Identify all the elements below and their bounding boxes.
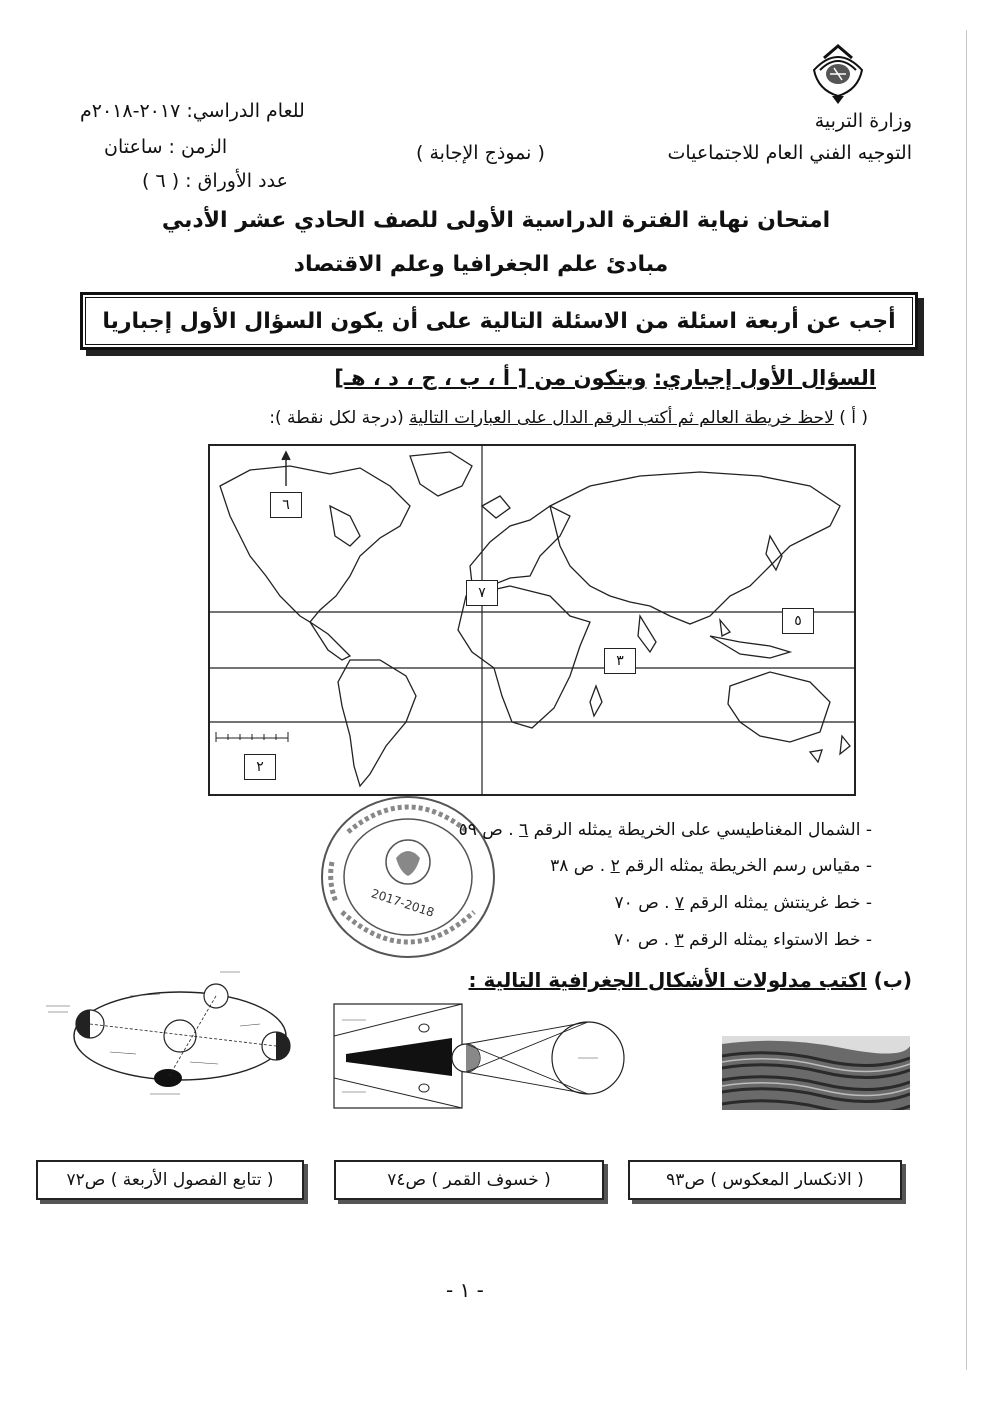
part-a-instruction bbox=[269, 408, 868, 428]
part-a-note: (درجة لكل نقطة ): bbox=[269, 408, 404, 428]
answer-3-number: ٧ bbox=[674, 893, 685, 913]
seasons-figure bbox=[40, 966, 302, 1106]
emblem-icon bbox=[806, 40, 870, 106]
answer-2-text: - مقياس رسم الخريطة يمثله الرقم bbox=[619, 856, 872, 876]
answer-4-text: - خط الاستواء يمثله الرقم bbox=[683, 930, 872, 950]
department-name: التوجيه الفني العام للاجتماعيات bbox=[667, 142, 912, 164]
exam-duration: الزمن : ساعتان bbox=[104, 136, 228, 158]
academic-year: للعام الدراسي: ٢٠١٧-٢٠١٨م bbox=[80, 100, 305, 122]
part-b-label: (ب) bbox=[873, 968, 912, 992]
page-number: - ١ - bbox=[446, 1278, 484, 1302]
figure-answer-left: ( تتابع الفصول الأربعة ) ص٧٢ bbox=[36, 1160, 304, 1200]
answer-line-1 bbox=[459, 820, 872, 840]
map-label-5: ٥ bbox=[782, 608, 814, 634]
part-a-label: ( أ ) bbox=[839, 408, 868, 428]
earth-orbit-seasons-icon bbox=[40, 966, 302, 1106]
eclipse-figure bbox=[332, 1000, 632, 1112]
lunar-eclipse-icon bbox=[332, 1000, 632, 1112]
map-label-2: ٢ bbox=[244, 754, 276, 780]
figure-answer-middle: ( خسوف القمر ) ص٧٤ bbox=[334, 1160, 604, 1200]
part-b-heading bbox=[469, 968, 912, 992]
stamp-seal-icon bbox=[318, 792, 498, 962]
map-label-7: ٧ bbox=[466, 580, 498, 606]
exam-subject: مبادئ علم الجغرافيا وعلم الاقتصاد bbox=[293, 252, 669, 277]
answer-3-ref: . ص ٧٠ bbox=[614, 893, 675, 913]
ministry-name: وزارة التربية bbox=[814, 110, 912, 132]
answer-1-ref: . ص ٥٩ bbox=[458, 820, 520, 840]
answer-1-number: ٦ bbox=[519, 820, 529, 840]
part-b-text: اكتب مدلولات الأشكال الجغرافية التالية : bbox=[468, 968, 867, 992]
map-label-6: ٦ bbox=[270, 492, 302, 518]
question1-heading bbox=[334, 366, 876, 390]
north-arrow-icon bbox=[282, 452, 290, 486]
question1-parts: ويتكون من [ أ ، ب ، ج ، د ، هـ] bbox=[334, 366, 647, 390]
exam-title: امتحان نهاية الفترة الدراسية الأولى للصف الحادي عشر الأدبي bbox=[161, 208, 831, 233]
answer-3-text: - خط غرينتش يمثله الرقم bbox=[684, 893, 872, 913]
instruction-text: أجب عن أربعة اسئلة من الاسئلة التالية على أن يكون السؤال الأول إجباريا bbox=[102, 308, 896, 334]
map-label-3: ٣ bbox=[604, 648, 636, 674]
figure-answer-right: ( الانكسار المعكوس ) ص٩٣ bbox=[628, 1160, 902, 1200]
answer-4-number: ٣ bbox=[674, 930, 684, 950]
answer-4-ref: . ص ٧٠ bbox=[614, 930, 675, 950]
world-map-drawing bbox=[210, 446, 854, 794]
scale-bar-icon bbox=[216, 732, 288, 742]
stamp-years: 2017-2018 bbox=[369, 886, 436, 920]
answer-2-ref: . ص ٣٨ bbox=[550, 856, 611, 876]
answer-model-label: ( نموذج الإجابة ) bbox=[416, 142, 545, 164]
answer-line-4 bbox=[614, 930, 872, 950]
world-map bbox=[208, 444, 856, 796]
reverse-fault-figure bbox=[722, 1036, 910, 1110]
part-a-text: لاحظ خريطة العالم ثم أكتب الرقم الدال على العبارات التالية bbox=[409, 408, 834, 428]
answer-line-2 bbox=[550, 856, 872, 876]
rock-layers-photo-icon bbox=[722, 1036, 910, 1110]
state-emblem bbox=[806, 40, 870, 106]
instruction-box bbox=[80, 292, 918, 350]
answer-2-number: ٢ bbox=[610, 856, 620, 876]
question1-title: السؤال الأول إجباري: bbox=[653, 366, 876, 390]
pages-count: عدد الأوراق : ( ٦ ) bbox=[142, 170, 288, 192]
answer-line-3 bbox=[615, 893, 872, 913]
answer-1-text: - الشمال المغناطيسي على الخريطة يمثله الرقم bbox=[528, 820, 872, 840]
official-stamp bbox=[318, 792, 498, 962]
